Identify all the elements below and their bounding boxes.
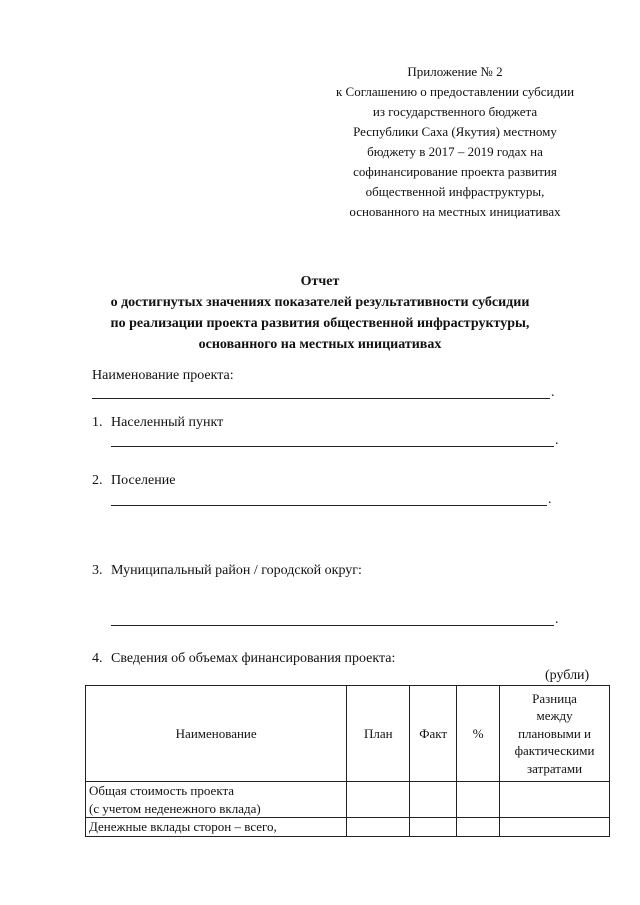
annex-line: к Соглашению о предоставлении субсидии	[335, 84, 575, 99]
municipality-label: Поселение	[111, 473, 176, 488]
district-line[interactable]	[111, 625, 554, 626]
financing-label: Сведения об объемах финансирования проекта:	[111, 651, 396, 666]
line-end-dot: .	[551, 385, 555, 400]
fact-cell[interactable]	[410, 818, 457, 837]
header-fact: Факт	[410, 686, 457, 782]
report-title	[60, 271, 580, 355]
row-name-cell	[86, 818, 347, 837]
row-name-line: Общая стоимость проекта	[89, 783, 235, 798]
project-name-line[interactable]	[92, 398, 550, 399]
header-difference-line: плановыми и	[518, 725, 591, 741]
title-line: основанного на местных инициативах	[198, 337, 442, 352]
percent-cell[interactable]	[457, 818, 500, 837]
units-label: (рубли)	[545, 668, 590, 683]
header-difference-line: между	[536, 708, 573, 724]
annex-line: из государственного бюджета	[372, 104, 538, 119]
financing-table	[85, 685, 610, 837]
line-end-dot: .	[555, 612, 559, 627]
title-line: Отчет	[300, 274, 340, 289]
header-difference-line: Разница	[532, 690, 577, 706]
annex-header	[300, 62, 610, 222]
title-line: о достигнутых значениях показателей результативности субсидии	[110, 295, 530, 310]
header-difference	[500, 686, 610, 782]
header-percent: %	[457, 686, 500, 782]
annex-line: Республики Саха (Якутия) местному	[353, 124, 557, 139]
municipality-line[interactable]	[111, 505, 547, 506]
annex-line: Приложение № 2	[407, 64, 503, 79]
settlement-label: Населенный пункт	[111, 415, 224, 430]
item-number: 4.	[92, 651, 103, 666]
item-number: 3.	[92, 563, 103, 578]
row-name-cell	[86, 782, 347, 818]
header-name: Наименование	[86, 686, 347, 782]
table-header-row	[86, 686, 610, 782]
row-name-line: Денежные вклады сторон – всего,	[89, 819, 277, 834]
difference-cell[interactable]	[500, 818, 610, 837]
annex-line: софинансирование проекта развития	[353, 164, 557, 179]
header-difference-line: затратами	[526, 760, 583, 776]
title-line: по реализации проекта развития общественной инфраструктуры,	[110, 316, 530, 331]
table-row	[86, 782, 610, 818]
item-number: 1.	[92, 415, 103, 430]
difference-cell[interactable]	[500, 782, 610, 818]
header-difference-line: фактическими	[514, 743, 595, 759]
plan-cell[interactable]	[347, 818, 410, 837]
plan-cell[interactable]	[347, 782, 410, 818]
annex-line: общественной инфраструктуры,	[365, 184, 545, 199]
annex-line: основанного на местных инициативах	[349, 204, 561, 219]
annex-line: бюджету в 2017 – 2019 годах на	[367, 144, 543, 159]
header-plan: План	[347, 686, 410, 782]
item-number: 2.	[92, 473, 103, 488]
percent-cell[interactable]	[457, 782, 500, 818]
line-end-dot: .	[555, 433, 559, 448]
district-label: Муниципальный район / городской округ:	[111, 563, 362, 578]
line-end-dot: .	[548, 492, 552, 507]
row-name-line: (с учетом неденежного вклада)	[89, 800, 261, 816]
project-name-label: Наименование проекта:	[92, 368, 234, 383]
fact-cell[interactable]	[410, 782, 457, 818]
settlement-line[interactable]	[111, 446, 554, 447]
table-row	[86, 818, 610, 837]
